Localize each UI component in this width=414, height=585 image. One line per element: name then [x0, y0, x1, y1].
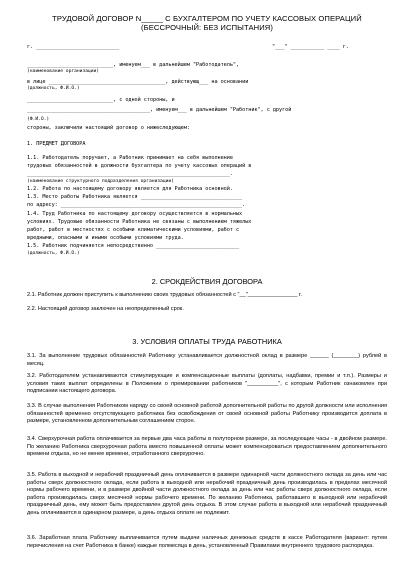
- section3-heading: 3. УСЛОВИЯ ОПЛАТЫ ТРУДА РАБОТНИКА: [132, 337, 282, 346]
- parties-line: стороны, заключили настоящий договор о нижеследующем:: [27, 125, 190, 131]
- document-title: ТРУДОВОЙ ДОГОВОР N_____ С БУХГАЛТЕРОМ ПО УЧЕТУ КАССОВЫХ ОПЕРАЦИЙ: [52, 14, 362, 23]
- section1-line: 1.5. Работник подчиняется непосредственно ___________________________: [27, 243, 240, 249]
- employer-line: ____________________________, именуем___ в дальнейшем "Работодатель",: [27, 62, 240, 68]
- section1-caption: (наименование структурного подразделения организации): [27, 179, 174, 184]
- section1-line: 1.4. Труд Работника по настоящему договору осуществляется в нормальных: [27, 211, 243, 217]
- section1-line: 1.2. Работа по настоящему договору является для Работника основной.: [27, 186, 233, 192]
- section1-line: вредными, опасными и иными особыми условиями труда.: [27, 235, 184, 241]
- date-field: "___" ___________ ____ г.: [272, 44, 349, 50]
- section3-paragraph: 3.3. В случае выполнения Работником наряду со своей основной работой дополнительной работы по другой должности или исполнения обязанностей временно отсутствующего работника без освобождения от своей основной работы Работнику производится доплата в размере, установленном дополнительным соглашением сторон.: [27, 403, 387, 425]
- section3-paragraph: 3.1. За выполнение трудовых обязанностей Работнику устанавливается должностной оклад в размере ______ (________) рублей в месяц.: [27, 353, 387, 367]
- section1-line: по адресу: ___________________________________________________________.: [27, 202, 246, 208]
- section2-paragraph: 2.1. Работник должен приступить к выполнению своих трудовых обязанностей с "__"________________ г.: [27, 292, 302, 298]
- section1-line: 1.3. Место работы Работника является _________________________________: [27, 194, 243, 200]
- employer-caption: (наименование организации): [27, 69, 100, 74]
- city-field: г. ___________________________: [27, 44, 120, 50]
- representative-caption: (должность, Ф.И.О.): [27, 86, 80, 91]
- section2-paragraph: 2.2. Настоящий договор заключен на неопределенный срок.: [27, 306, 184, 312]
- employee-caption: (Ф.И.О.): [27, 117, 50, 122]
- representative-line: в лице ______________________________________, действующ___ на основании: [27, 79, 249, 85]
- document-subtitle: (БЕССРОЧНЫЙ: БЕЗ ИСПЫТАНИЯ): [141, 23, 273, 32]
- section3-paragraph: 3.2. Работодателем устанавливаются стимулирующие и компенсационные выплаты (доплаты, надбавки, премии и т.п.). Размеры и условия таких выплат определены в Положении о премировании работников "__________", с которым Работник ознакомлен при подписании настоящего договора.: [27, 373, 387, 395]
- section2-heading: 2. СРОКДЕЙСТВИЯ ДОГОВОРА: [151, 277, 263, 286]
- section1-caption: (должность, Ф.И.О.): [27, 251, 80, 256]
- section1-line: __________________________________________________________________.: [27, 171, 233, 177]
- section3-paragraph: 3.4. Сверхурочная работа оплачивается за первые два часа работы в полуторном размере, за последующие часы - в двойном размере. По желанию Работника сверхурочная работа вместо повышенной оплаты может компенсироваться предоставлением дополнительного времени отдыха, но не менее времени, отработанного сверхурочно.: [27, 436, 387, 458]
- section1-line: трудовых обязанностей в должности бухгалтера по учету кассовых операций в: [27, 163, 252, 169]
- section1-line: 1.1. Работодатель поручает, а Работник принимает на себя выполнение: [27, 155, 233, 161]
- employee-line: ________________________________________, именуем___ в дальнейшем "Работник", с другой: [27, 107, 292, 113]
- section3-paragraph: 3.6. Заработная плата Работнику выплачивается путем выдачи наличных денежных средств в кассе Работодателя (вариант: путем перечисления на счет Работника в банке) каждые полмесяца в день, установленный Правилами внутреннего трудового распорядка.: [27, 535, 387, 549]
- section3-paragraph: 3.5. Работа в выходной и нерабочий праздничный день оплачивается в размере одинарной части должностного оклада за день или час работы сверх должностного оклада, если работа в выходной или нерабочий праздничный день производилась в пределах месячной нормы рабочего времени, и в размере двойной части должностного оклада за день или час работы сверх должностного оклада, если работа производилась сверх месячной нормы рабочего времени. По желанию Работника, работавшего в выходной или нерабочий праздничный день, ему может быть предоставлен другой день отдыха. В этом случае работа в выходной или нерабочий праздничный день оплачивается в одинарном размере, а день отдыха оплате не подлежит.: [27, 472, 387, 516]
- section1-heading: 1. ПРЕДМЕТ ДОГОВОРА: [27, 141, 86, 147]
- section1-line: работ, работ в местностях с особыми климатическими условиями, работ с: [27, 227, 240, 233]
- section1-line: условиях. Трудовые обязанности Работника не связаны с выполнением тяжелых: [27, 219, 252, 225]
- basis-line: ____________________________, с одной стороны, и: [27, 97, 175, 103]
